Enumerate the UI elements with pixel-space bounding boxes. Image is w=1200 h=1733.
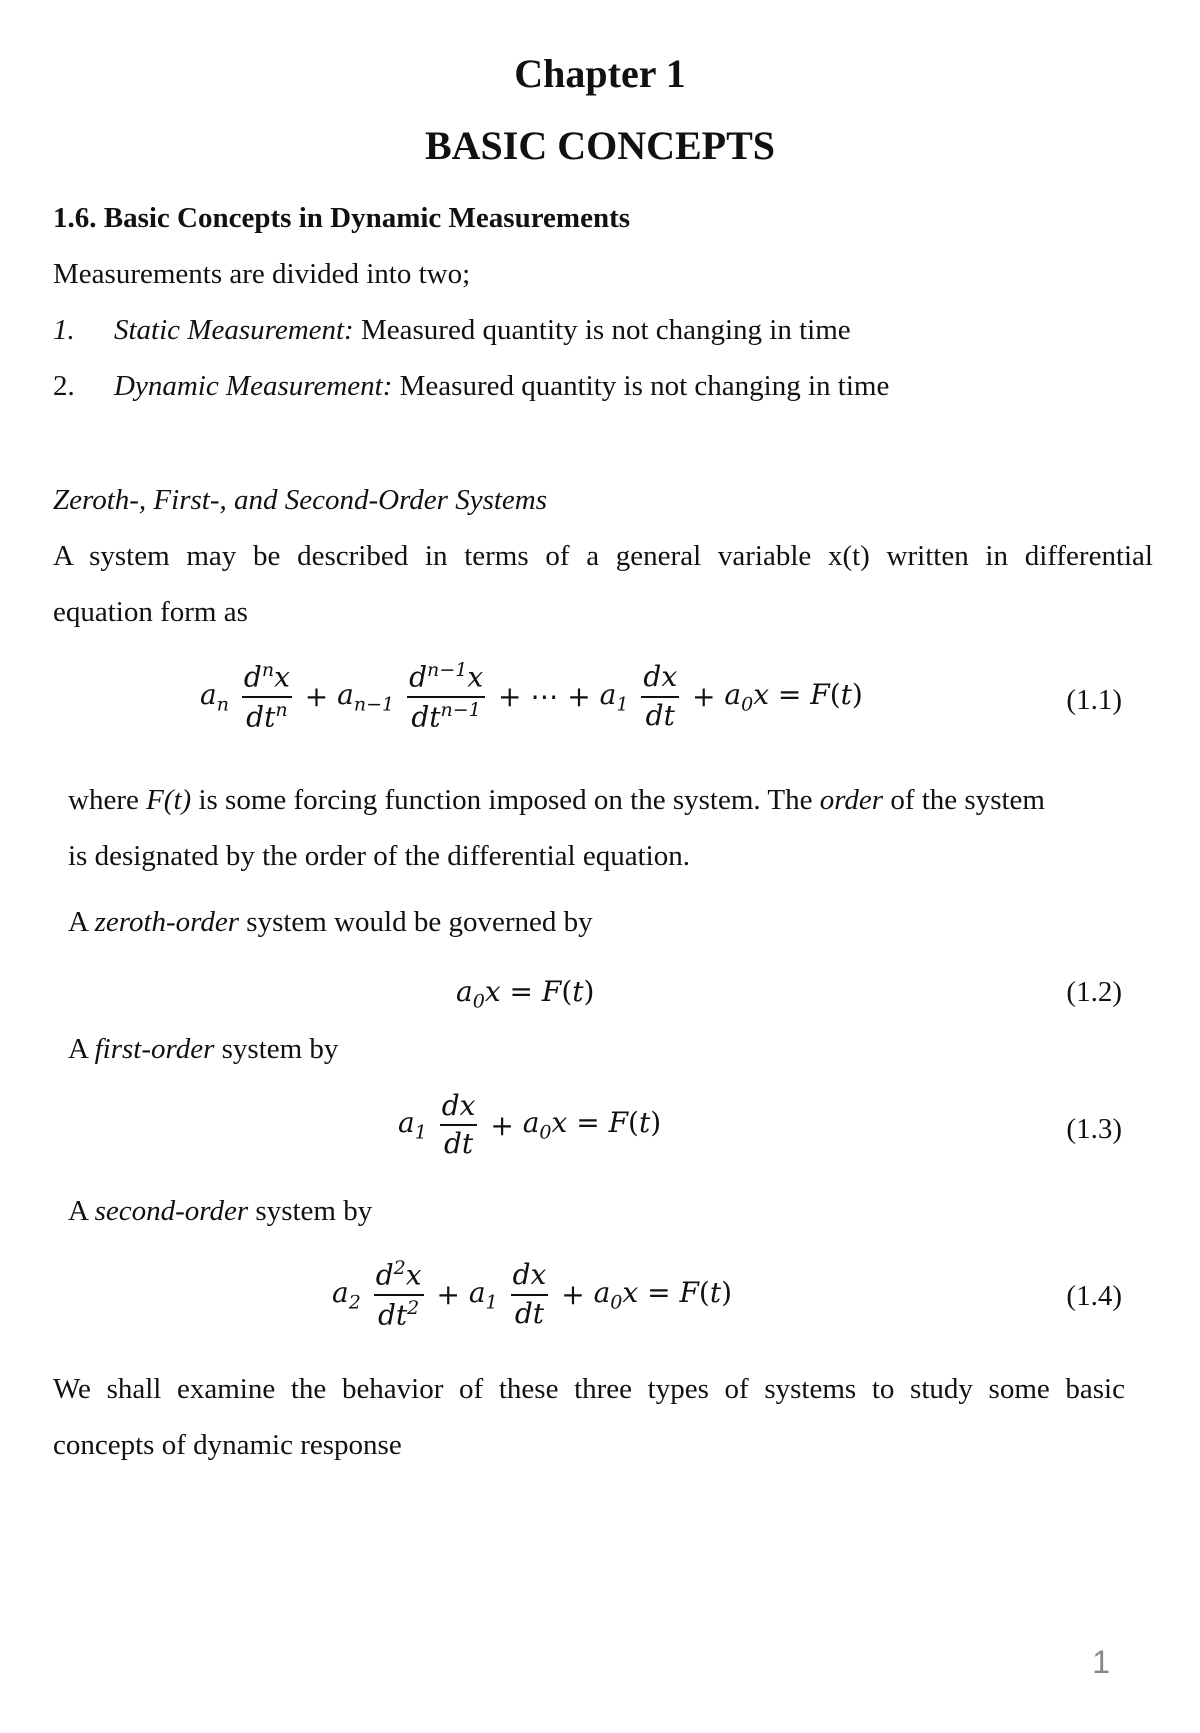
p2-order-term: order <box>819 784 884 816</box>
list-desc-1: Measured quantity is not changing in time <box>353 314 851 346</box>
first-term: first-order <box>94 1033 215 1065</box>
zeroth-order-line <box>68 906 593 939</box>
chapter-title: BASIC CONCEPTS <box>424 123 776 168</box>
equation-1-2: $a_0x = F(t)$ <box>456 975 595 1013</box>
equation-number-1-2: (1.2) <box>1066 976 1122 1008</box>
first-order-line <box>68 1033 338 1066</box>
closing-line-2: concepts of dynamic response <box>53 1429 402 1461</box>
p2-text-a: where <box>68 784 147 816</box>
paragraph-1-line-1: A system may be described in terms of a general variable x(t) written in differential <box>53 540 1153 572</box>
zeroth-prefix: A <box>68 906 95 938</box>
equation-number-1-3: (1.3) <box>1066 1113 1122 1145</box>
second-term: second-order <box>94 1195 249 1227</box>
chapter-label: Chapter 1 <box>514 51 686 96</box>
list-number-1: 1. <box>53 314 75 346</box>
first-rest: system by <box>214 1033 339 1065</box>
zeroth-term: zeroth-order <box>94 906 240 938</box>
paragraph-1-line-2: equation form as <box>53 596 248 628</box>
p2-text-c: of the system <box>883 784 1045 816</box>
list-item-1 <box>114 314 851 347</box>
paragraph-2-line-1 <box>68 784 1045 817</box>
second-prefix: A <box>68 1195 95 1227</box>
closing-line-1: We shall examine the behavior of these three types of systems to study some basic <box>53 1373 1125 1405</box>
equation-number-1-1: (1.1) <box>1066 684 1122 716</box>
first-prefix: A <box>68 1033 95 1065</box>
equation-1-3: $a_1$ $\frac{dx}{dt}$ + $a_0x = F(t)$ <box>398 1089 662 1161</box>
zeroth-rest: system would be governed by <box>239 906 593 938</box>
page-number: 1 <box>1092 1644 1110 1680</box>
equation-1-4: $a_2$ $\frac{d^2x}{dt^2}$ + $a_1$ $\frac{dx}{dt}$ + $a_0x = F(t)$ <box>332 1257 733 1331</box>
list-term-1: Static Measurement: <box>114 314 354 346</box>
second-order-line <box>68 1195 372 1228</box>
list-term-2: Dynamic Measurement: <box>114 370 393 402</box>
section-heading: 1.6. Basic Concepts in Dynamic Measurements <box>53 202 631 234</box>
equation-number-1-4: (1.4) <box>1066 1280 1122 1312</box>
paragraph-2-line-2: is designated by the order of the differential equation. <box>68 840 690 872</box>
intro-text: Measurements are divided into two; <box>53 258 471 290</box>
list-item-2 <box>114 370 889 403</box>
list-number-2: 2. <box>53 370 75 402</box>
second-rest: system by <box>248 1195 373 1227</box>
list-desc-2: Measured quantity is not changing in time <box>392 370 890 402</box>
p2-ft-term: F(t) <box>146 784 192 816</box>
p2-text-b: is some forcing function imposed on the system. The <box>191 784 820 816</box>
equation-1-1: $a_n$ $\frac{d^nx}{dt^n}$ + $a_{n-1}$ $\frac{d^{n-1}x}{dt^{n-1}}$ + ⋯ + $a_1$ $\frac{dx}{dt}$ + $a_0x = F(t)$ <box>200 659 863 733</box>
subheading: Zeroth-, First-, and Second-Order Systems <box>53 484 548 516</box>
